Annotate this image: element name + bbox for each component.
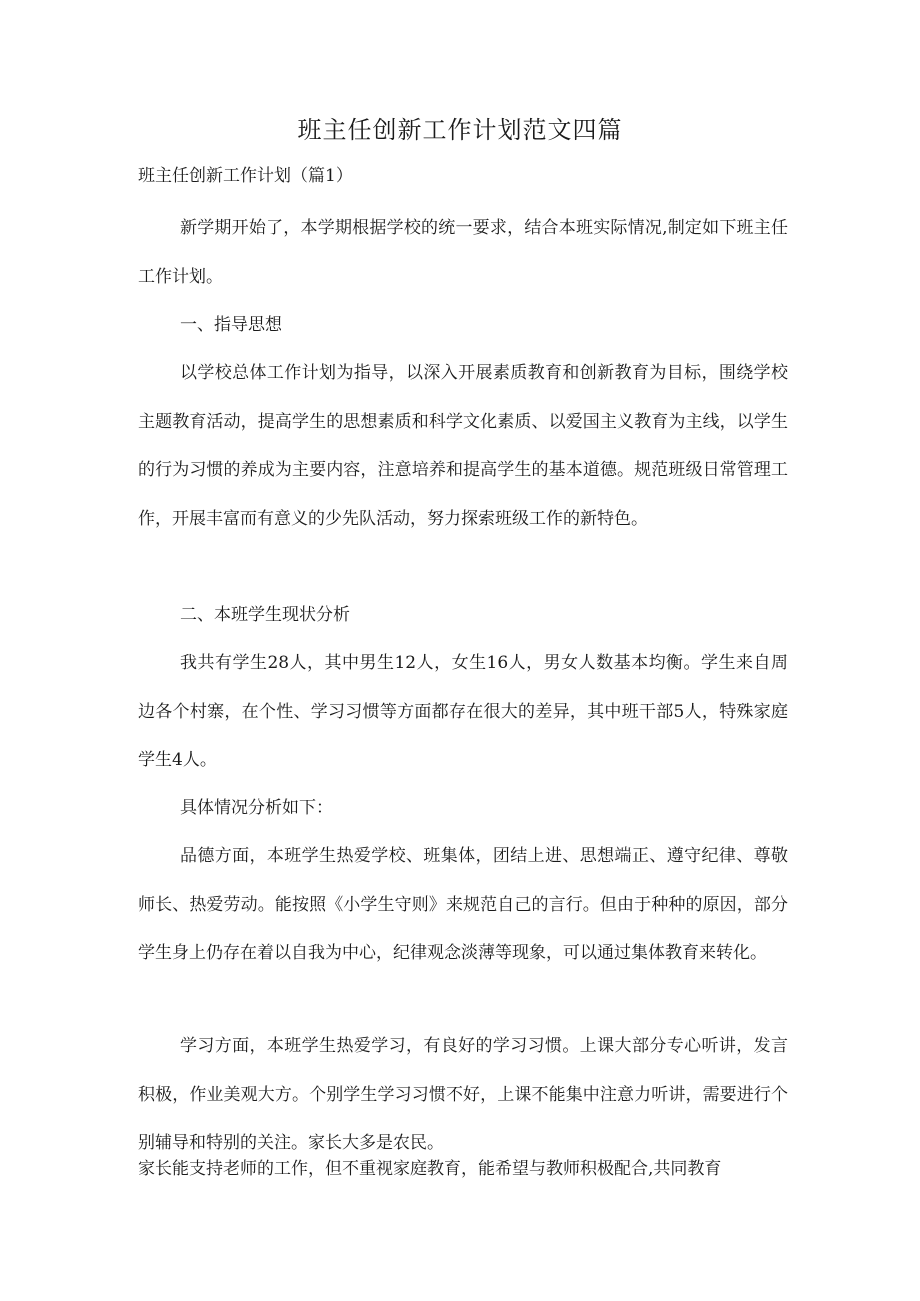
trailing-line: 家长能支持老师的工作，但不重视家庭教育，能希望与教师积极配合,共同教育 [138,1159,722,1179]
paragraph-guiding-ideology: 以学校总体工作计划为指导，以深入开展素质教育和创新教育为目标，围绕学校主题教育活动，提高学生的思想素质和科学文化素质、以爱国主义教育为主线，以学生的行为习惯的养成为主要内容，注意培养和提高学生的基本道德。规范班级日常管理工作，开展丰富而有意义的少先队活动，努力探索班级工作的新特色。 [138,363,788,529]
heading-class-status: 二、本班学生现状分析 [180,605,350,625]
paragraph-morality: 品德方面，本班学生热爱学校、班集体，团结上进、思想端正、遵守纪律、尊敬师长、热爱劳动。能按照《小学生守则》来规范自己的言行。但由于种种的原因，部分学生身上仍存在着以自我为中心，纪律观念淡薄等现象，可以通过集体教育来转化。 [138,846,788,963]
paragraph-study: 学习方面，本班学生热爱学习，有良好的学习习惯。上课大部分专心听讲，发言积极，作业美观大方。个别学生学习习惯不好，上课不能集中注意力听讲，需要进行个别辅导和特别的关注。家长大多是农民。 [138,1036,788,1153]
section-heading: 班主任创新工作计划（篇1） [138,166,353,186]
paragraph-class-status: 我共有学生28人，其中男生12人，女生16人，男女人数基本均衡。学生来自周边各个村寨，在个性、学习习惯等方面都存在很大的差异，其中班干部5人，特殊家庭学生4人。 [138,653,788,770]
document-title: 班主任创新工作计划范文四篇 [297,116,623,144]
heading-detailed-analysis: 具体情况分析如下： [180,798,333,818]
paragraph-intro: 新学期开始了，本学期根据学校的统一要求，结合本班实际情况,制定如下班主任工作计划。 [138,218,788,287]
heading-guiding-ideology: 一、指导思想 [180,315,282,335]
